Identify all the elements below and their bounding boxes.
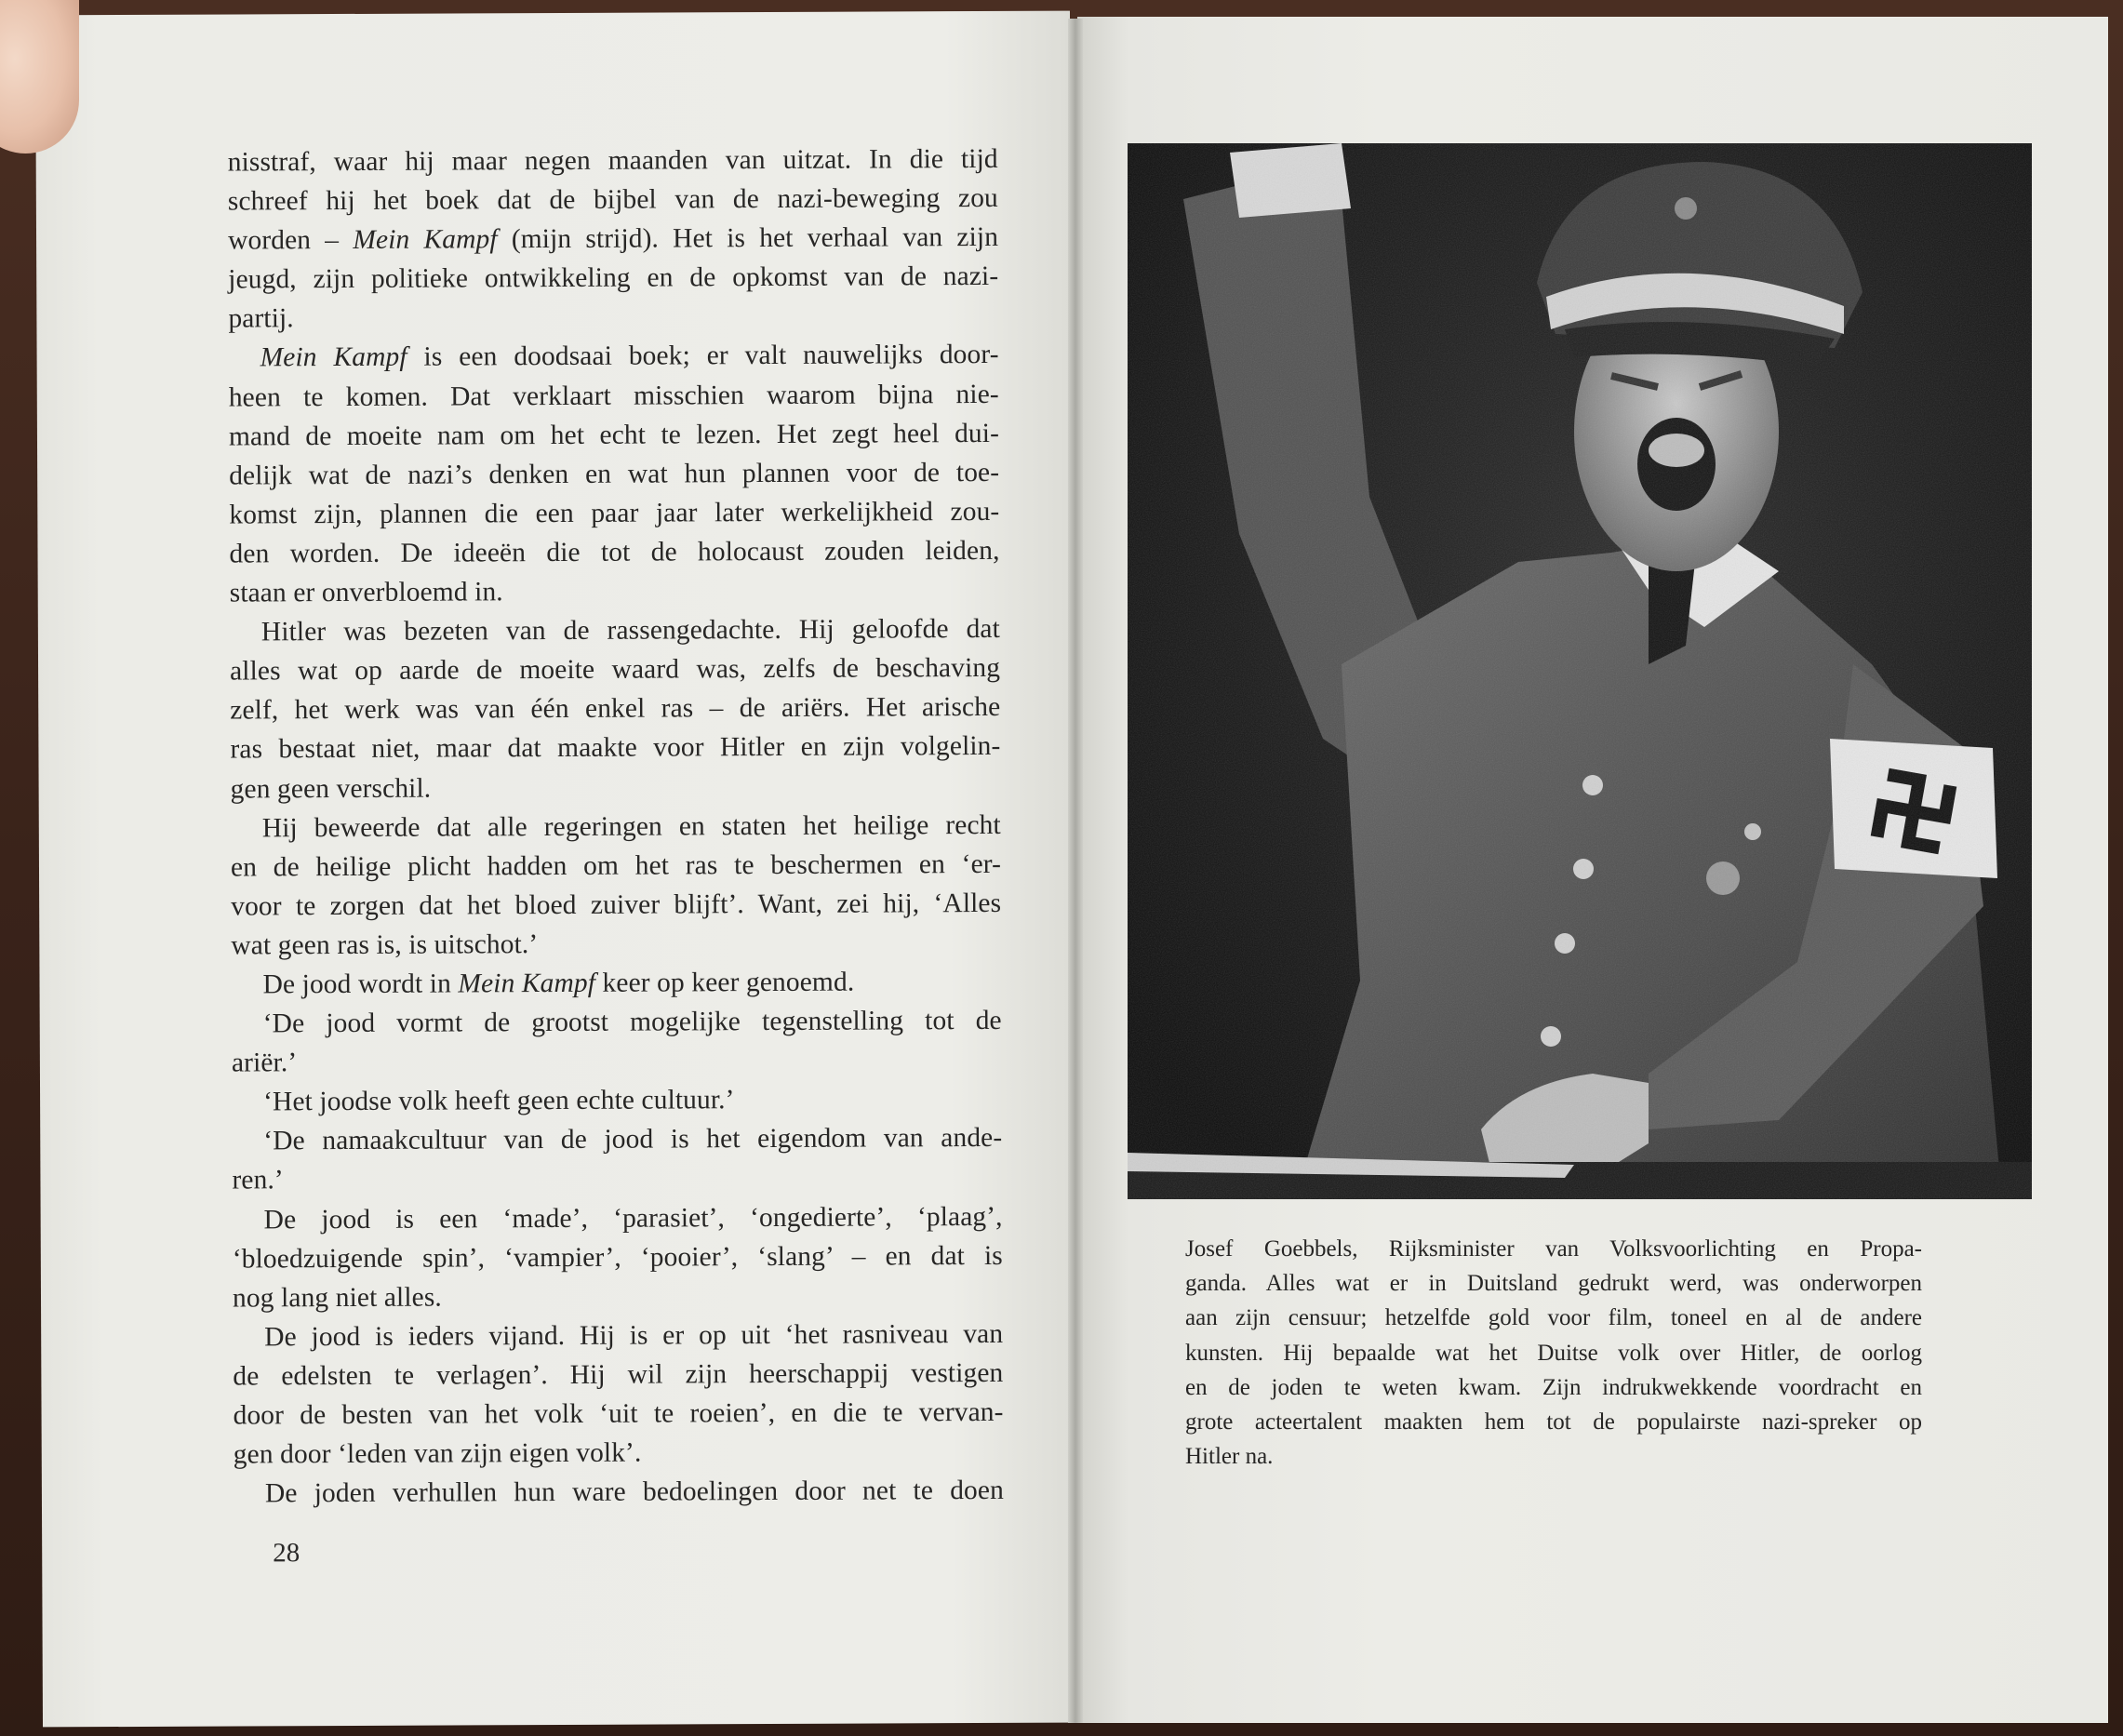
text-line [233,1196,1003,1239]
text-line [229,335,999,378]
text-segment: ras bestaat niet, maar dat maakte voor Hitler en zijn volgelin- [230,731,1001,765]
caption-line: ganda. Alles wat er in Duitsland gedrukt werd, was onderworpen [1185,1271,1922,1297]
text-segment: voor te zorgen dat het bloed zuiver blijft’. Want, zei hij, ‘Alles [231,888,1002,922]
text-line [232,1118,1002,1161]
caption-line: aan zijn censuur; hetzelfde gold voor film, toneel en al de andere [1185,1305,1922,1331]
text-line [230,727,1000,769]
text-line [228,257,998,300]
caption-line: Hitler na. [1185,1444,1274,1470]
text-line [234,1432,1004,1475]
text-segment: worden – [227,225,354,256]
text-line [229,531,999,574]
text-line [228,179,998,221]
text-line [230,570,1000,613]
text-line [233,1393,1003,1436]
text-segment: ‘Het joodse volk heeft geen echte cultuur.’ [263,1085,735,1117]
text-segment: wat geen ras is, is uitschot.’ [231,928,539,961]
text-line [232,1079,1002,1122]
text-segment: ren.’ [232,1165,284,1195]
text-segment: gen geen verschil. [230,773,432,805]
body-text [228,140,1004,1514]
text-segment: (mijn strijd). Het is het verhaal van zijn [497,222,999,255]
text-line [231,923,1001,966]
text-line [233,1236,1003,1279]
italic-title: Mein Kampf [353,224,498,256]
text-segment: komst zijn, plannen die een paar jaar later werkelijkheid zou- [229,496,1000,530]
text-segment: keer op keer genoemd. [594,967,855,998]
text-line [231,845,1001,888]
text-line [230,648,1000,691]
caption-line: en de joden te weten kwam. Zijn indrukwekkende voordracht en [1185,1374,1922,1400]
text-segment: ariër.’ [231,1048,298,1078]
text-line [232,1157,1002,1200]
text-segment: heen te komen. Dat verklaart misschien waarom bijna nie- [228,379,999,413]
text-segment: partij. [228,303,294,334]
thumb-finger [0,0,79,154]
text-line [230,688,1000,730]
text-line [233,1275,1003,1318]
text-line [232,1040,1002,1083]
text-segment: mand de moeite nam om het echt te lezen. Het zegt heel dui- [228,418,1000,452]
text-segment: door de besten van het volk ‘uit te roeien’, en die te vervan- [233,1396,1004,1431]
italic-title: Mein Kampf [458,968,596,999]
text-line [231,962,1001,1005]
text-line [229,453,999,496]
book-spine [1068,19,1083,1723]
text-line [228,296,998,339]
text-line [229,374,999,417]
text-segment: en de heilige plicht hadden om het ras te beschermen en ‘er- [230,848,1002,883]
text-line [234,1471,1004,1514]
text-segment: jeugd, zijn politieke ontwikkeling en de opkomst van de nazi- [228,261,999,295]
text-line [232,1001,1002,1044]
text-line [228,218,998,260]
photo-image [1128,143,2032,1199]
text-line [229,492,999,535]
text-line [231,766,1001,808]
text-segment: Hitler was bezeten van de rassengedachte. Hij geloofde dat [260,614,1000,648]
left-page [35,11,1077,1728]
text-segment: De jood is een ‘made’, ‘parasiet’, ‘ongedierte’, ‘plaag’, [263,1201,1003,1235]
text-line [233,1315,1003,1357]
text-segment: Hij beweerde dat alle regeringen en staten het heilige recht [261,809,1001,843]
caption-line: kunsten. Hij bepaalde wat het Duitse volk over Hitler, de oorlog [1185,1340,1922,1366]
text-segment: alles wat op aarde de moeite waard was, zelfs de beschaving [230,653,1001,687]
text-line [233,1354,1003,1396]
text-segment: ‘De namaakcultuur van de jood is het eigendom van ande- [263,1123,1003,1156]
text-line [231,806,1001,848]
text-segment: de edelsten te verlagen’. Hij wil zijn heerschappij vestigen [233,1357,1004,1392]
caption-line: grote acteertalent maakten hem tot de populairste nazi-spreker op [1185,1409,1922,1436]
text-segment: ‘bloedzuigende spin’, ‘vampier’, ‘pooier’, ‘slang’ – en dat is [232,1240,1003,1275]
text-segment: delijk wat de nazi’s denken en wat hun plannen voor de toe- [229,457,1000,491]
text-segment: zelf, het werk was van één enkel ras – de ariërs. Het arische [230,692,1001,726]
text-line [228,140,998,182]
text-segment: staan er onverbloemd in. [229,577,503,608]
text-segment: De jood is ieders vijand. Hij is er op uit ‘het rasniveau van [264,1318,1004,1353]
text-segment: De jood wordt in [262,968,459,1000]
text-segment: nisstraf, waar hij maar negen maanden van uitzat. In die tijd [227,143,998,178]
photo-goebbels [1128,143,2032,1199]
photo-caption [1185,1232,1922,1474]
italic-title: Mein Kampf [260,342,407,373]
text-segment: is een doodsaai boek; er valt nauwelijks door- [407,340,999,373]
text-segment: gen door ‘leden van zijn eigen volk’. [233,1437,642,1470]
text-line [231,884,1001,927]
text-line [229,414,999,457]
text-segment: ‘De jood vormt de grootst mogelijke tegenstelling tot de [262,1005,1002,1039]
text-segment: De joden verhullen hun ware bedoelingen door net te doen [264,1476,1004,1509]
page-number: 28 [273,1538,300,1569]
text-line [230,609,1000,652]
right-page [1077,17,2108,1723]
text-segment: schreef hij het boek dat de bijbel van de nazi-beweging zou [227,183,998,217]
text-segment: nog lang niet alles. [232,1282,442,1314]
text-segment: den worden. De ideeën die tot de holocaust zouden leiden, [229,535,1000,569]
caption-line: Josef Goebbels, Rijksminister van Volksvoorlichting en Propa- [1185,1236,1922,1262]
